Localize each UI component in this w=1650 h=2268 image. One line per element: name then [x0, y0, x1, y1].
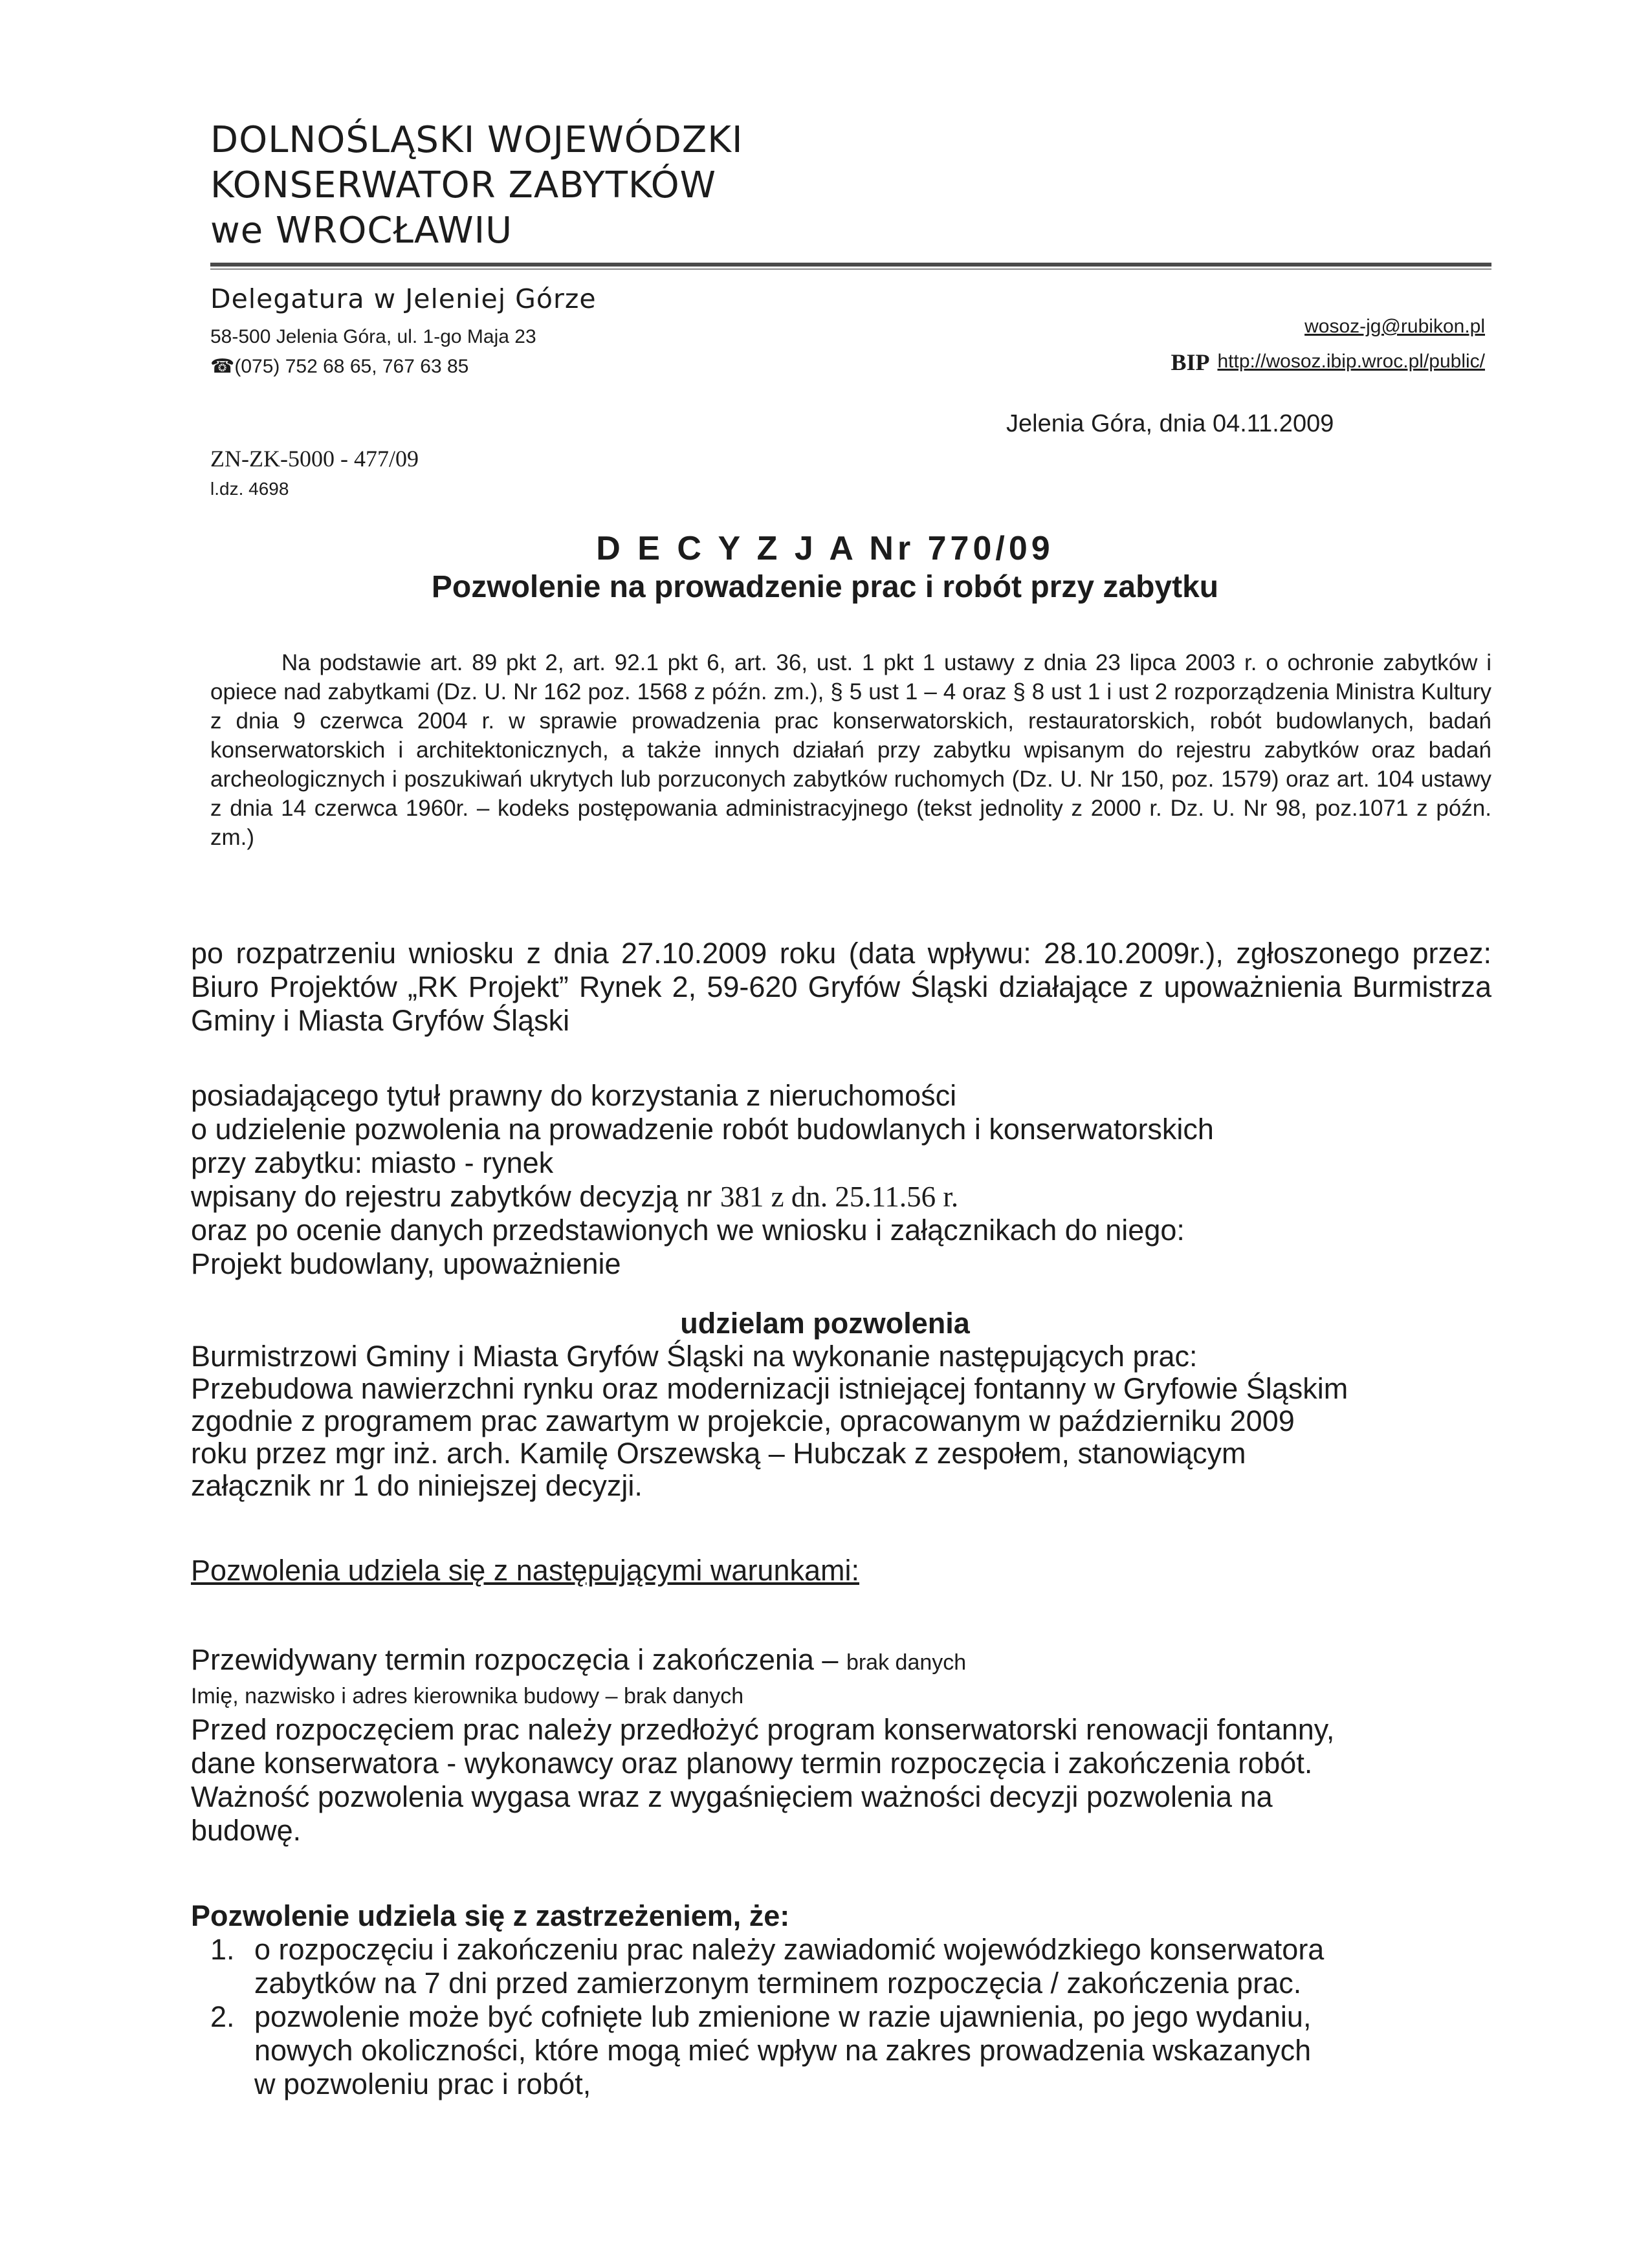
work-line: roku przez mgr inż. arch. Kamilę Orszewską – Hubczak z zespołem, stanowiącym	[191, 1437, 1246, 1470]
case-reference: ZN-ZK-5000 - 477/09	[210, 446, 419, 472]
legal-basis-text: Na podstawie art. 89 pkt 2, art. 92.1 pkt 6, art. 36, ust. 1 pkt 1 ustawy z dnia 23 lipca 2003 r. o ochronie zabytków i opiece nad zabytkami (Dz. U. Nr 162 poz. 1568 z późn. zm.), § 5 ust 1 – 4 oraz § 8 ust 1 i ust 2 rozporządzenia Ministra Kultury z dnia 9 czerwca 2004 r. w sprawie prowadzenia prac konserwatorskich, restauratorskich, robót budowlanych, badań konserwatorskich i architektonicznych, a także innych działań przy zabytku wpisanym do rejestru zabytków oraz badań archeologicznych i poszukiwań ukrytych lub porzuconych zabytków ruchomych (Dz. U. Nr 150, poz. 1579) oraz art. 104 ustawy z dnia 14 czerwca 1960r. – kodeks postępowania administracyjnego (tekst jednolity z 2000 r. Dz. U. Nr 98, poz.1071 z późn. zm.)	[210, 650, 1491, 850]
detail-line	[191, 1180, 1491, 1214]
bip-url-link[interactable]: http://wosoz.ibip.wroc.pl/public/	[1217, 351, 1485, 372]
place-and-date: Jelenia Góra, dnia 04.11.2009	[1006, 410, 1334, 437]
object-details	[191, 1079, 1491, 1281]
header-divider	[210, 263, 1491, 267]
grant-heading: udzielam pozwolenia	[680, 1307, 970, 1340]
detail-line: oraz po ocenie danych przedstawionych we wniosku i załącznikach do niego:	[191, 1214, 1185, 1247]
list-number: 1.	[210, 1933, 235, 1966]
registry-number: 381 z dn. 25.11.56 r.	[720, 1181, 959, 1213]
delegation-name: Delegatura w Jeleniej Górze	[210, 283, 597, 314]
detail-line: o udzielenie pozwolenia na prowadzenie robót budowlanych i konserwatorskich	[191, 1113, 1214, 1146]
term-line: Przed rozpoczęciem prac należy przedłożyć program konserwatorski renowacji fontanny,	[191, 1713, 1335, 1746]
term-line: Imię, nazwisko i adres kierownika budowy – brak danych	[191, 1684, 744, 1708]
work-line: zgodnie z programem prac zawartym w projekcie, opracowanym w październiku 2009	[191, 1404, 1295, 1437]
contact-block	[1171, 309, 1485, 380]
institution-line: DOLNOŚLĄSKI WOJEWÓDZKI	[210, 119, 743, 161]
work-line: Przebudowa nawierzchni rynku oraz modernizacji istniejącej fontanny w Gryfowie Śląskim	[191, 1372, 1348, 1405]
decision-title: D E C Y Z J A Nr 770/09	[596, 530, 1054, 567]
registry-text: wpisany do rejestru zabytków decyzją nr	[191, 1180, 720, 1213]
list-item	[210, 1933, 1491, 2000]
detail-line: przy zabytku: miasto - rynek	[191, 1146, 554, 1179]
list-item-line: o rozpoczęciu i zakończeniu prac należy zawiadomić wojewódzkiego konserwatora	[254, 1933, 1325, 1966]
term-line: budowę.	[191, 1814, 302, 1847]
conditions-list	[191, 1643, 1491, 1848]
conditions-heading: Pozwolenia udziela się z następującymi warunkami:	[191, 1554, 860, 1587]
term-line: Ważność pozwolenia wygasa wraz z wygaśnięciem ważności decyzji pozwolenia na	[191, 1780, 1273, 1813]
log-number: l.dz. 4698	[210, 479, 289, 499]
reservations-list	[191, 1933, 1491, 2101]
decision-subtitle: Pozwolenie na prowadzenie prac i robót przy zabytku	[431, 570, 1219, 604]
application-paragraph: po rozpatrzeniu wniosku z dnia 27.10.2009 roku (data wpływu: 28.10.2009r.), zgłoszonego przez: Biuro Projektów „RK Projekt” Rynek 2, 59-620 Gryfów Śląski działające z upoważnienia Burmistrza Gminy i Miasta Gryfów Śląski	[191, 937, 1491, 1037]
email-link[interactable]: wosoz-jg@rubikon.pl	[1304, 316, 1485, 337]
list-item-line: w pozwoleniu prac i robót,	[254, 2067, 591, 2100]
reservations-heading: Pozwolenie udziela się z zastrzeżeniem, że:	[191, 1899, 790, 1932]
term-text: Przewidywany termin rozpoczęcia i zakończenia –	[191, 1643, 846, 1676]
legal-basis	[210, 648, 1491, 852]
list-item	[210, 2000, 1491, 2101]
list-item-line: nowych okoliczności, które mogą mieć wpływ na zakres prowadzenia wskazanych	[254, 2034, 1312, 2067]
work-description	[191, 1340, 1491, 1502]
phone-line: ☎(075) 752 68 65, 767 63 85	[210, 356, 469, 377]
reservations-section	[191, 1899, 1491, 2101]
detail-line: Projekt budowlany, upoważnienie	[191, 1247, 621, 1280]
institution-line: we WROCŁAWIU	[210, 210, 513, 252]
detail-line: posiadającego tytuł prawny do korzystania z nieruchomości	[191, 1079, 957, 1112]
work-line: załącznik nr 1 do niniejszej decyzji.	[191, 1469, 643, 1502]
address-line: 58-500 Jelenia Góra, ul. 1-go Maja 23	[210, 326, 536, 347]
bip-logo-icon: BIP	[1171, 349, 1210, 375]
list-number: 2.	[210, 2000, 235, 2033]
header-divider-thin	[210, 268, 1491, 270]
institution-line: KONSERWATOR ZABYTKÓW	[210, 164, 717, 206]
term-value: brak danych	[846, 1650, 967, 1675]
institution-name	[210, 118, 743, 254]
list-item-line: pozwolenie może być cofnięte lub zmienione w razie ujawnienia, po jego wydaniu,	[254, 2000, 1312, 2033]
term-line: dane konserwatora - wykonawcy oraz planowy termin rozpoczęcia i zakończenia robót.	[191, 1747, 1313, 1780]
term-line	[191, 1643, 1491, 1679]
work-line: Burmistrzowi Gminy i Miasta Gryfów Śląski na wykonanie następujących prac:	[191, 1340, 1198, 1373]
office-address	[210, 322, 536, 382]
list-item-line: zabytków na 7 dni przed zamierzonym terminem rozpoczęcia / zakończenia prac.	[254, 1967, 1302, 2000]
